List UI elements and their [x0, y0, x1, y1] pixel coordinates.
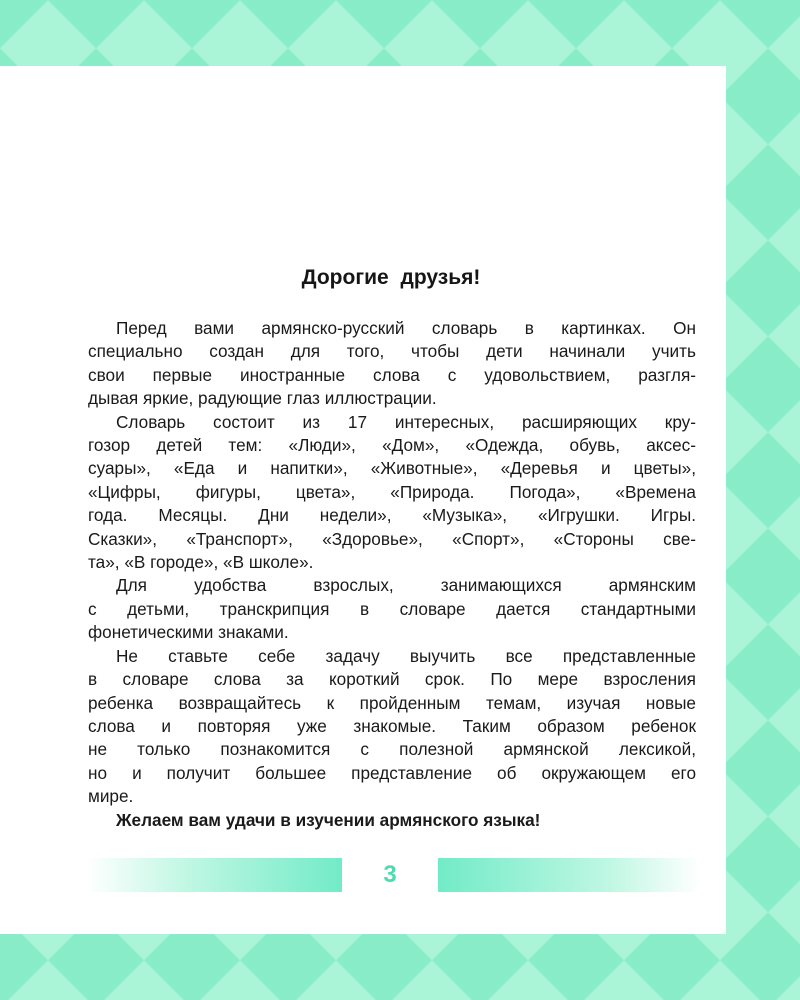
text-line: фонетическими знаками.: [88, 622, 289, 643]
text-line: не только познакомится с полезной армянской лексикой,: [88, 739, 696, 760]
text-line: года. Месяцы. Дни недели», «Музыка», «Игрушки. Игры.: [88, 505, 696, 526]
text-line: Для удобства взрослых, занимающихся армянским: [116, 575, 696, 596]
text-line: ребенка возвращайтесь к пройденным темам, изучая новые: [88, 692, 696, 713]
text-line: слова и повторяя уже знакомые. Таким образом ребенок: [88, 715, 696, 736]
text-line: мире.: [88, 786, 134, 807]
text-line: свои первые иностранные слова с удовольствием, разгля-: [88, 364, 696, 385]
text-line: Не ставьте себе задачу выучить все представленные: [116, 645, 696, 666]
text-line: Сказки», «Транспорт», «Здоровье», «Спорт», «Стороны све-: [88, 528, 696, 549]
divider-left: [86, 858, 342, 892]
closing-wish: Желаем вам удачи в изучении армянского языка!: [116, 809, 541, 830]
text-line: специально создан для того, чтобы дети начинали учить: [88, 341, 696, 362]
text-line: но и получит большее представление об окружающем его: [88, 762, 696, 783]
page-number: 3: [383, 861, 397, 888]
text-line: Словарь состоит из 17 интересных, расширяющих кру-: [116, 411, 696, 432]
text-line: Перед вами армянско-русский словарь в картинках. Он: [116, 318, 696, 338]
text-line: в словаре слова за короткий срок. По мере взросления: [88, 669, 696, 690]
body-text: [88, 317, 696, 832]
page-title: Дорогие друзья!: [301, 266, 481, 289]
text-line: «Цифры, фигуры, цвета», «Природа. Погода», «Времена: [88, 481, 696, 502]
text-line: с детьми, транскрипция в словаре дается стандартными: [88, 598, 696, 619]
text-line: суары», «Еда и напитки», «Животные», «Деревья и цветы»,: [88, 458, 696, 479]
text-line: та», «В городе», «В школе».: [88, 552, 314, 573]
text-line: гозор детей тем: «Люди», «Дом», «Одежда, обувь, аксес-: [88, 435, 696, 456]
divider-right: [438, 858, 700, 892]
text-line: дывая яркие, радующие глаз иллюстрации.: [88, 388, 437, 409]
